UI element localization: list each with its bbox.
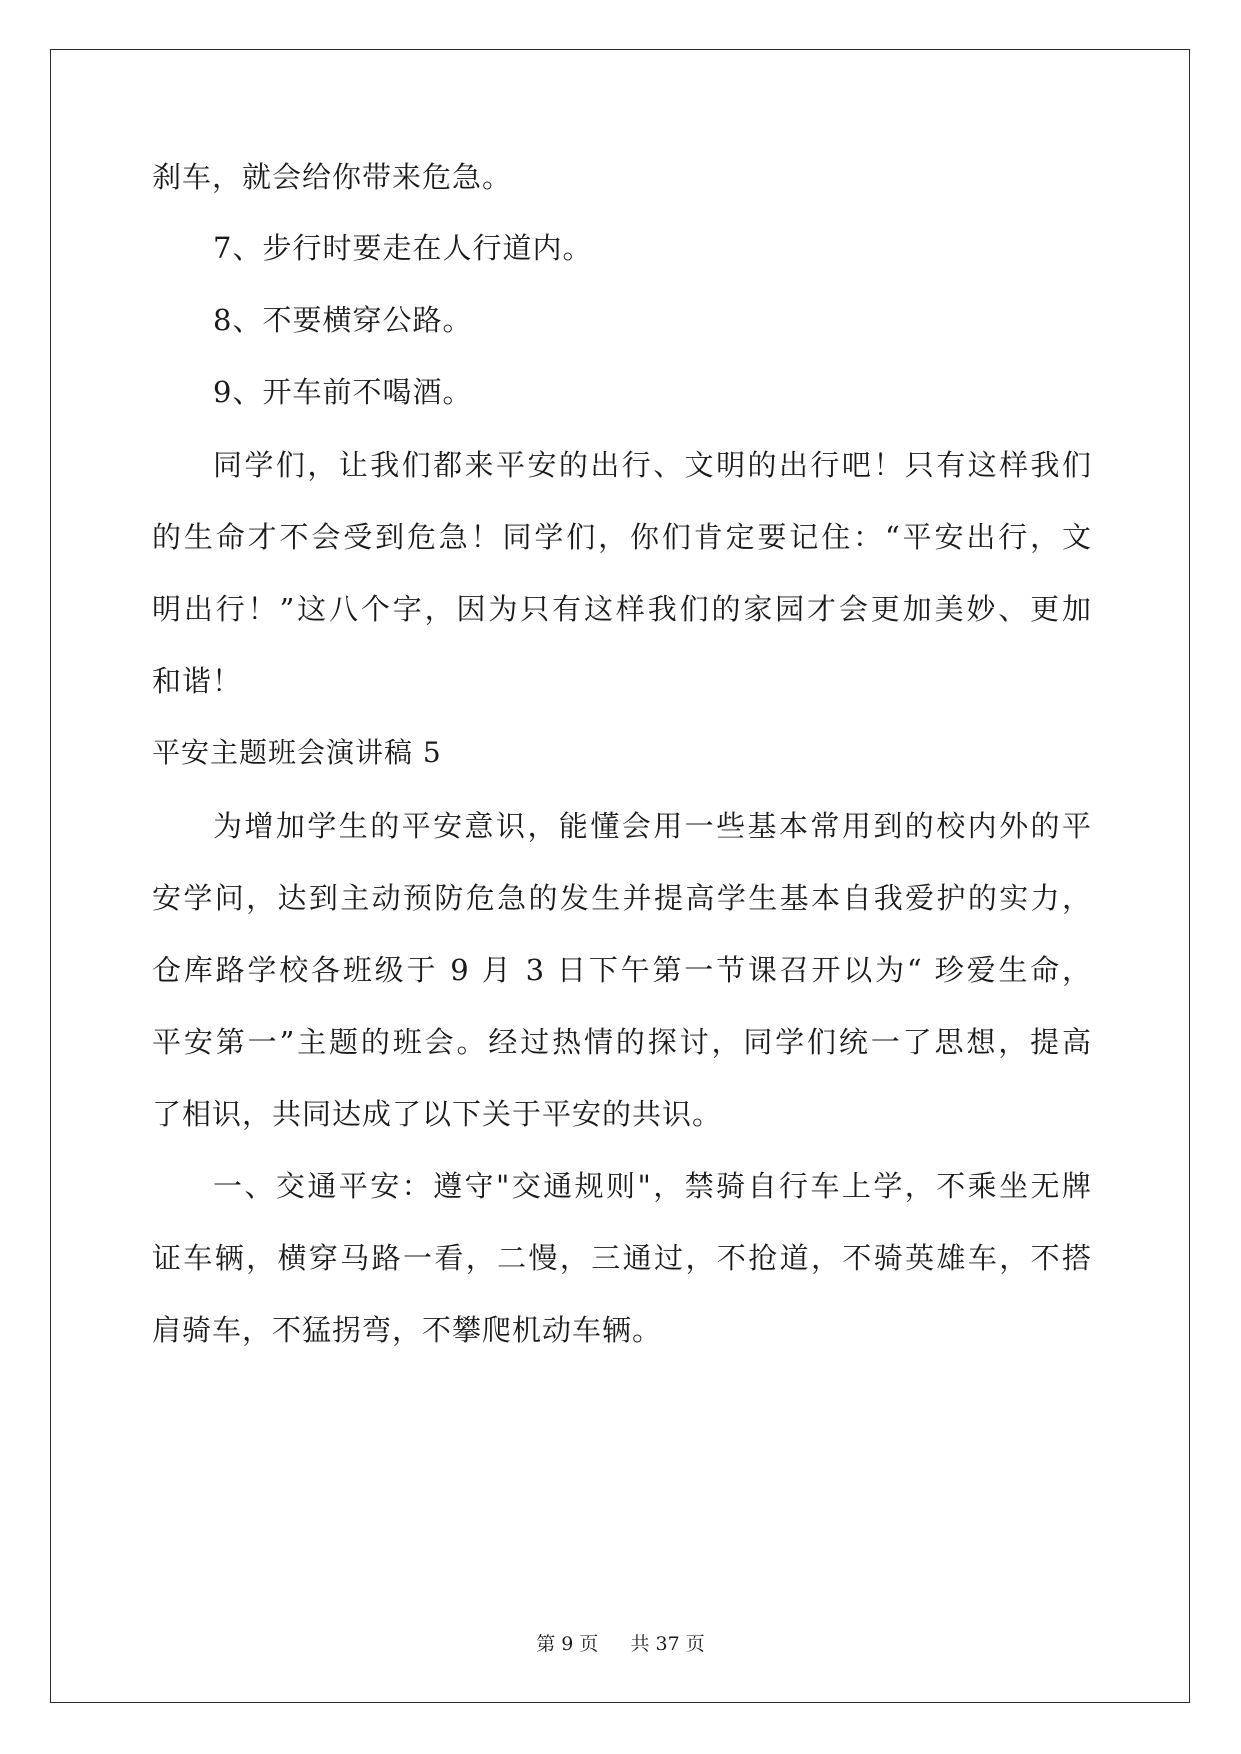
paragraph-line: 明出行！”这八个字，因为只有这样我们的家园才会更加美妙、更加: [152, 592, 1092, 626]
page-total: 共 37 页: [630, 1633, 705, 1655]
paragraph-line: 同学们，让我们都来平安的出行、文明的出行吧！只有这样我们: [213, 448, 1092, 482]
list-item: 8、不要横穿公路。: [213, 303, 473, 337]
paragraph-line: 仓库路学校各班级于 9 月 3 日下午第一节课召开以为“ 珍爱生命，: [152, 953, 1092, 987]
paragraph-line: 证车辆，横穿马路一看，二慢，三通过，不抢道，不骑英雄车，不搭: [152, 1241, 1092, 1275]
page-footer: [0, 1632, 1241, 1656]
section-heading: 平安主题班会演讲稿 5: [152, 736, 442, 769]
paragraph-line: 一、交通平安：遵守"交通规则"，禁骑自行车上学，不乘坐无牌: [213, 1169, 1092, 1203]
paragraph-line: 了相识，共同达成了以下关于平安的共识。: [152, 1097, 723, 1131]
list-item: 7、步行时要走在人行道内。: [213, 231, 593, 265]
paragraph-line: 安学问，达到主动预防危急的发生并提高学生基本自我爱护的实力，: [152, 881, 1092, 915]
paragraph-line: 为增加学生的平安意识，能懂会用一些基本常用到的校内外的平: [213, 809, 1092, 843]
paragraph-line: 和谐！: [152, 664, 243, 698]
paragraph-line: 肩骑车，不猛拐弯，不攀爬机动车辆。: [152, 1313, 663, 1347]
paragraph-line: 平安第一”主题的班会。经过热情的探讨，同学们统一了思想，提高: [152, 1025, 1092, 1059]
page-frame: [50, 49, 1190, 1703]
page-number: 第 9 页: [536, 1633, 599, 1655]
paragraph-line: 刹车，就会给你带来危急。: [152, 160, 513, 194]
paragraph-line: 的生命才不会受到危急！同学们，你们肯定要记住：“平安出行，文: [152, 520, 1092, 554]
list-item: 9、开车前不喝酒。: [213, 375, 473, 409]
